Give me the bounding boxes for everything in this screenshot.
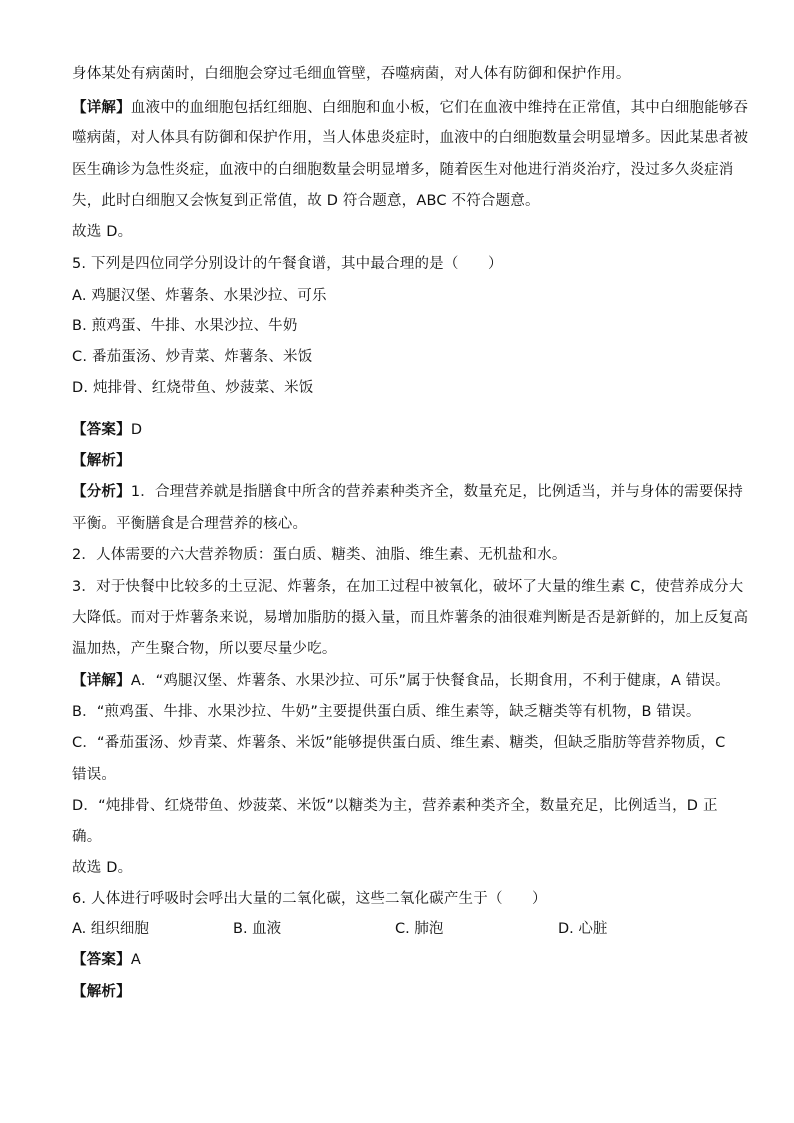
line-text: 血液中的血细胞包括红细胞、白细胞和血小板，它们在血液中维持在正常值，其中白细胞能够吞 <box>130 100 749 116</box>
answer-line <box>72 950 141 970</box>
line-text: 3．对于快餐中比较多的土豆泥、炸薯条，在加工过程中被氧化，破坏了大量的维生素 C，使营养成分大 <box>72 579 744 595</box>
line-text: D <box>130 422 143 438</box>
line-text: 5. 下列是四位同学分别设计的午餐食谱，其中最合理的是（ ） <box>72 256 503 272</box>
question-6-option-b: B. 血液 <box>233 921 282 937</box>
text-line-1 <box>72 64 631 84</box>
detail-tag: 【详解】 <box>72 100 131 116</box>
line-text: 平衡。平衡膳食是合理营养的核心。 <box>72 516 308 532</box>
question-6-options <box>72 919 732 939</box>
text-line-18 <box>72 608 748 628</box>
text-line-3 <box>72 128 748 148</box>
question-6-option-c: C. 肺泡 <box>395 921 444 937</box>
fenxi-paragraph-line <box>72 482 743 502</box>
line-text: 故选 D。 <box>72 860 133 876</box>
detail-paragraph-line <box>72 98 748 118</box>
line-text: 故选 D。 <box>72 224 133 240</box>
line-text: A. 鸡腿汉堡、炸薯条、水果沙拉、可乐 <box>72 288 327 304</box>
line-text: D. 炖排骨、红烧带鱼、炒菠菜、米饭 <box>72 380 314 396</box>
text-line-25 <box>72 827 101 847</box>
conclusion-line <box>72 222 132 242</box>
fenxi-tag: 【分析】 <box>72 484 131 500</box>
question-5-option-c <box>72 347 312 367</box>
text-line-4 <box>72 160 734 180</box>
analysis-heading <box>72 982 131 1002</box>
question-5-option-a <box>72 286 327 306</box>
line-text: 错误。 <box>72 767 117 783</box>
analysis-tag: 【解析】 <box>72 453 131 469</box>
line-text: 身体某处有病菌时，白细胞会穿过毛细血管壁，吞噬病菌，对人体有防御和保护作用。 <box>72 66 631 82</box>
line-text: D．“炖排骨、红烧带鱼、炒菠菜、米饭”以糖类为主，营养素种类齐全，数量充足，比例适当，D 正 <box>72 798 718 814</box>
line-text: 温加热，产生聚合物，所以要尽量少吃。 <box>72 641 337 657</box>
line-text: 6. 人体进行呼吸时会呼出大量的二氧化碳，这些二氧化碳产生于（ ） <box>72 891 547 907</box>
line-text: 2．人体需要的六大营养物质：蛋白质、糖类、油脂、维生素、无机盐和水。 <box>72 547 567 563</box>
answer-tag: 【答案】 <box>72 422 131 438</box>
answer-line <box>72 420 142 440</box>
detail-option-b-line <box>72 702 701 722</box>
text-line-15 <box>72 514 307 534</box>
line-text: C. 番茄蛋汤、炒青菜、炸薯条、米饭 <box>72 349 313 365</box>
detail-tag: 【详解】 <box>72 673 131 689</box>
question-5-stem <box>72 254 503 274</box>
line-text: B．“煎鸡蛋、牛排、水果沙拉、牛奶”主要提供蛋白质、维生素等，缺乏糖类等有机物，B 错误。 <box>72 704 701 720</box>
line-text: B. 煎鸡蛋、牛排、水果沙拉、牛奶 <box>72 318 298 334</box>
line-text: 医生确诊为急性炎症，血液中的白细胞数量会明显增多，随着医生对他进行消炎治疗，没过多久炎症消 <box>72 162 734 178</box>
line-text: 1．合理营养就是指膳食中所含的营养素种类齐全，数量充足，比例适当，并与身体的需要保持 <box>130 484 743 500</box>
answer-tag: 【答案】 <box>72 952 131 968</box>
text-line-5 <box>72 191 540 211</box>
text-line-19 <box>72 639 337 659</box>
analysis-tag: 【解析】 <box>72 984 131 1000</box>
line-text: 大降低。而对于炸薯条来说，易增加脂肪的摄入量，而且炸薯条的油很难判断是否是新鲜的，加上反复高 <box>72 610 749 626</box>
conclusion-line <box>72 858 132 878</box>
line-text: A <box>130 952 141 968</box>
question-6-option-d: D. 心脏 <box>558 921 608 937</box>
line-text: 确。 <box>72 829 102 845</box>
question-5-option-d <box>72 378 313 398</box>
question-6-stem <box>72 889 547 909</box>
text-line-16 <box>72 545 567 565</box>
detail-option-d-line <box>72 796 718 816</box>
text-line-23 <box>72 765 116 785</box>
line-text: C．“番茄蛋汤、炒青菜、炸薯条、米饭”能够提供蛋白质、维生素、糖类，但缺乏脂肪等营养物质，C <box>72 735 726 751</box>
line-text: 噬病菌，对人体具有防御和保护作用，当人体患炎症时，血液中的白细胞数量会明显增多。因此某患者被 <box>72 130 749 146</box>
analysis-heading <box>72 451 131 471</box>
detail-option-c-line <box>72 733 725 753</box>
text-line-17 <box>72 577 743 597</box>
detail-option-a-line <box>72 671 730 691</box>
question-6-option-a: A. 组织细胞 <box>72 921 149 937</box>
question-5-option-b <box>72 316 298 336</box>
line-text: A．“鸡腿汉堡、炸薯条、水果沙拉、可乐”属于快餐食品，长期食用，不利于健康，A 错误。 <box>130 673 730 689</box>
line-text: 失，此时白细胞又会恢复到正常值，故 D 符合题意，ABC 不符合题意。 <box>72 193 540 209</box>
